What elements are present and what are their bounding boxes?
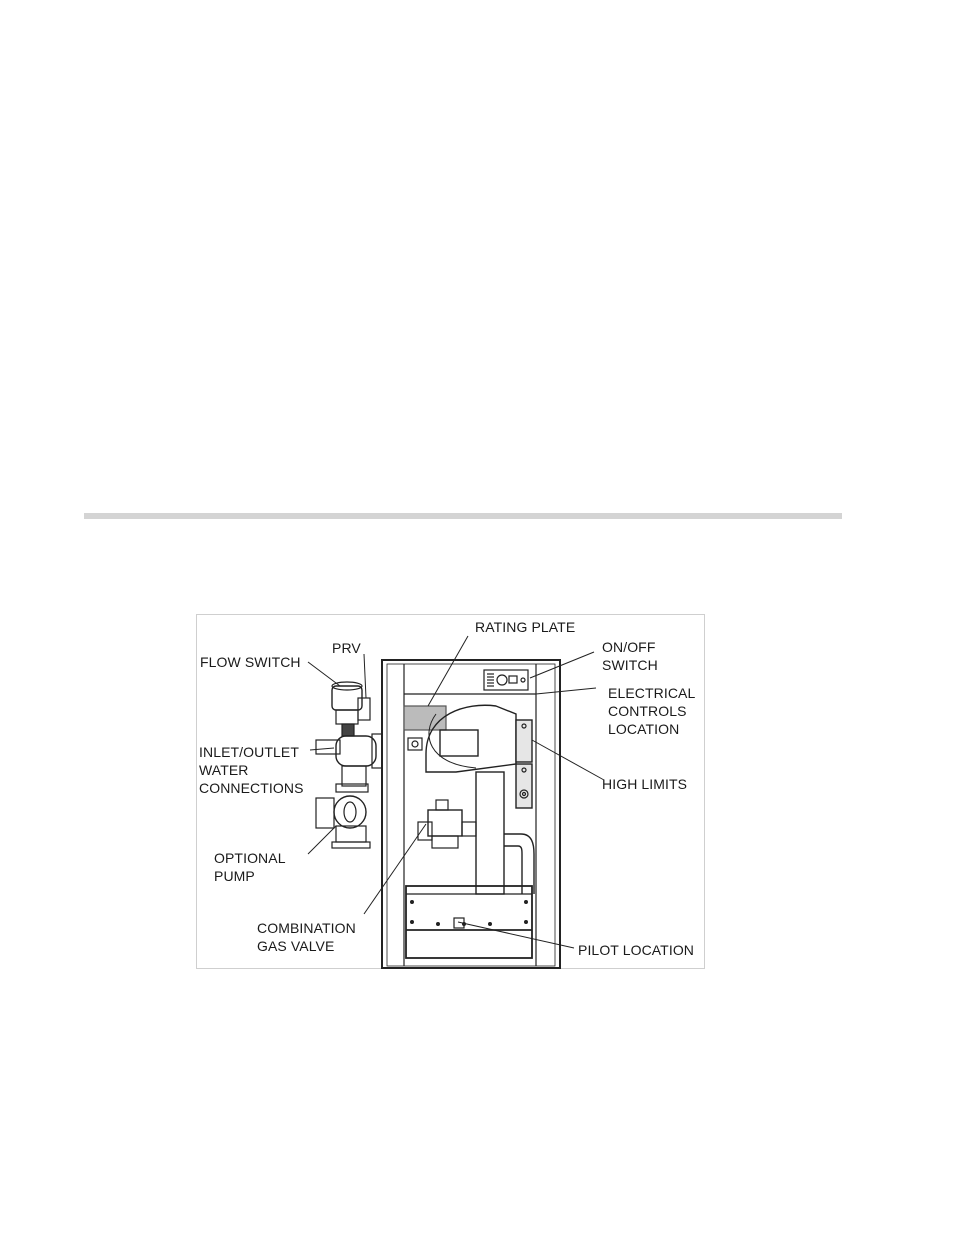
label-optional-pump-2: PUMP <box>214 868 255 884</box>
label-inlet-2: WATER <box>199 762 249 778</box>
burner-tray <box>406 886 532 958</box>
label-high-limits: HIGH LIMITS <box>602 776 688 792</box>
high-limits <box>516 720 532 808</box>
label-on-off-1: ON/OFF <box>602 639 656 655</box>
label-rating-plate: RATING PLATE <box>475 619 576 635</box>
label-electrical-2: CONTROLS <box>608 703 687 719</box>
on-off-switch-panel <box>484 670 528 690</box>
gas-valve <box>418 800 476 848</box>
label-prv: PRV <box>332 640 361 656</box>
label-electrical-1: ELECTRICAL <box>608 685 696 701</box>
label-gas-valve-2: GAS VALVE <box>257 938 335 954</box>
label-inlet-3: CONNECTIONS <box>199 780 304 796</box>
horizontal-divider <box>84 513 842 519</box>
rating-plate <box>404 706 446 730</box>
label-on-off-2: SWITCH <box>602 657 658 673</box>
label-inlet-1: INLET/OUTLET <box>199 744 299 760</box>
label-flow-switch: FLOW SWITCH <box>200 654 301 670</box>
water-piping <box>316 682 382 848</box>
label-electrical-3: LOCATION <box>608 721 680 737</box>
label-pilot-location: PILOT LOCATION <box>578 942 695 958</box>
boiler-diagram <box>196 614 706 970</box>
label-gas-valve-1: COMBINATION <box>257 920 356 936</box>
label-optional-pump-1: OPTIONAL <box>214 850 286 866</box>
